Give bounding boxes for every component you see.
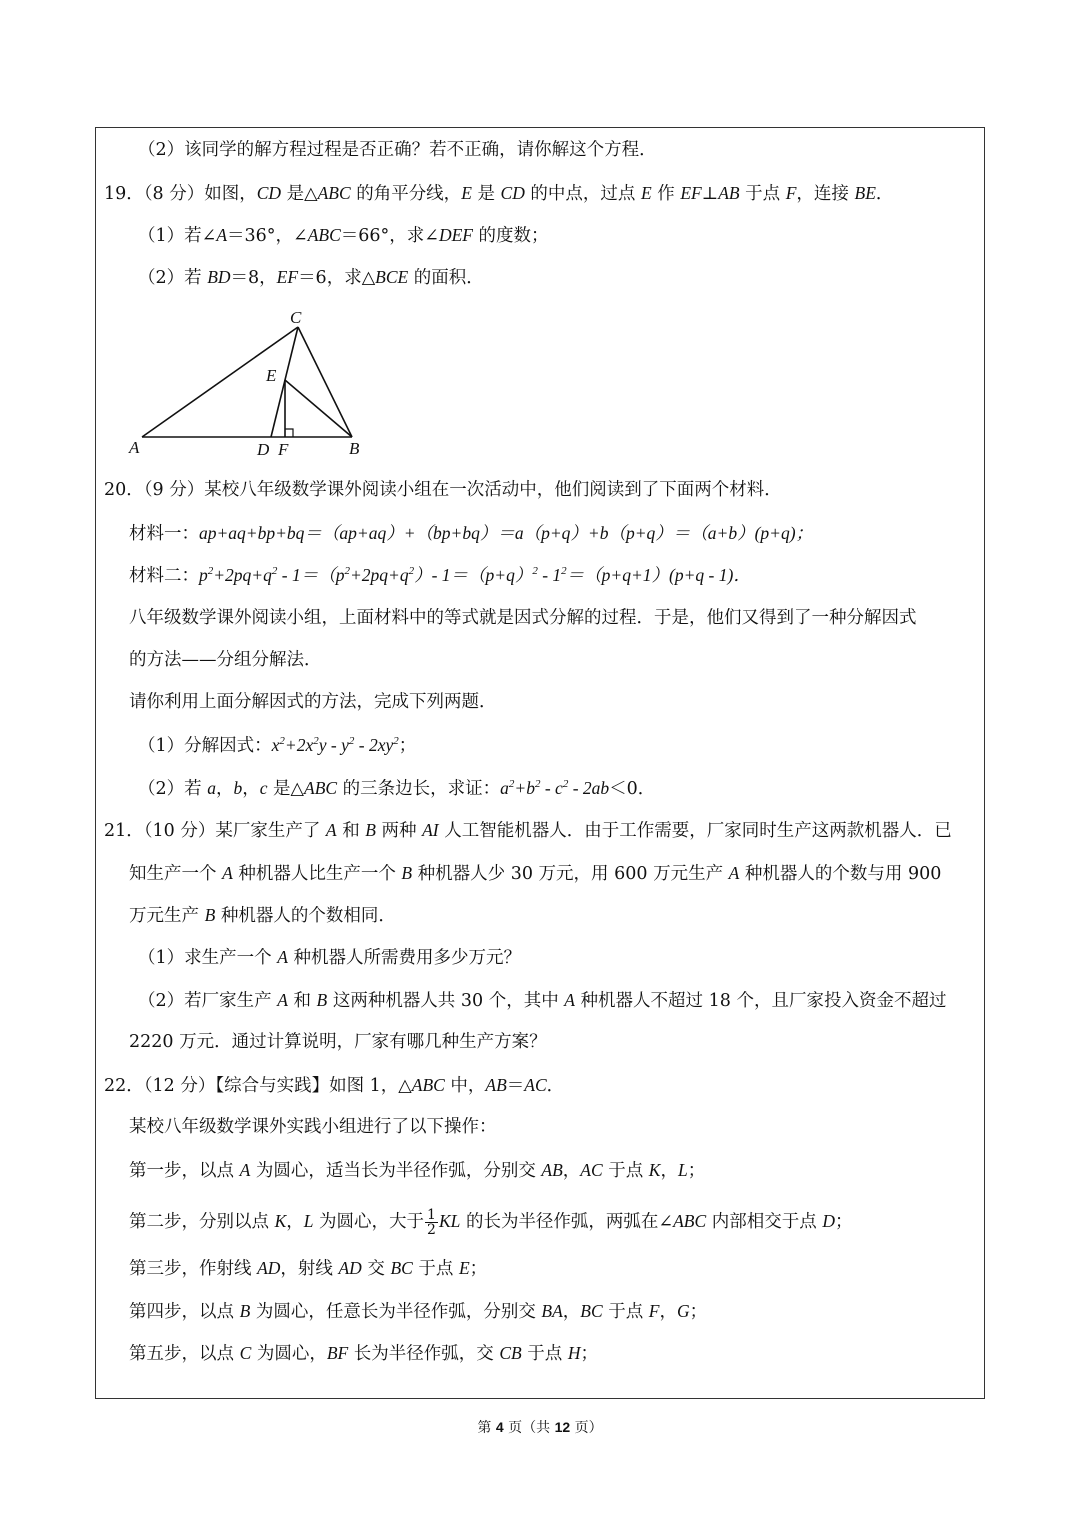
q21-part2-cont: 2220 万元．通过计算说明，厂家有哪几种生产方案？ [129,1032,547,1052]
q21-line3: 万元生产 B 种机器人的个数相同． [129,905,396,926]
q22-intro: 某校八年级数学课外实践小组进行了以下操作： [129,1117,497,1137]
q20-part2: （2）若 a，b，c 是△ABC 的三条边长，求证：$a^2+b^2 - c^2 - 2ab<0$． [138,778,656,799]
q20-heading: 20．（9 分）某校八年级数学课外阅读小组在一次活动中，他们阅读到了下面两个材料． [104,480,782,500]
q22-step1: 第一步，以点 A 为圆心，适当长为半径作弧，分别交 AB，AC 于点 K，L； [129,1160,706,1181]
q20-part1: （1）分解因式：$x^2+2x^2y - y^2 - 2xy^2$； [138,735,417,756]
triangle-figure [120,305,380,465]
q21-line2: 知生产一个 A 种机器人比生产一个 B 种机器人少 30 万元，用 600 万元生产 A 种机器人的个数与用 900 [129,863,942,884]
segment-cb [298,327,352,437]
q18-part2 [138,138,657,162]
q19-part1: （1）若∠A＝36°，∠ABC＝66°，求∠DEF 的度数； [138,225,549,246]
label-c: C [290,308,302,327]
label-b: B [349,439,360,458]
q22-step4: 第四步，以点 B 为圆心，任意长为半径作弧，分别交 BA，BC 于点 F，G； [129,1301,708,1322]
q22-step5: 第五步，以点 C 为圆心，BF 长为半径作弧，交 CB 于点 H； [129,1343,598,1364]
page-footer: 第 4 页（共 12 页） [477,1419,603,1436]
q22-heading: 22．（12 分）【综合与实践】如图 1，△ABC 中，AB＝AC． [104,1075,565,1096]
q21-part1: （1）求生产一个 A 种机器人所需费用多少万元？ [138,947,521,968]
q21-part2: （2）若厂家生产 A 和 B 这两种机器人共 30 个，其中 A 种机器人不超过 18 个，且厂家投入资金不超过 [138,990,947,1011]
q20-material2: 材料二：$p^2+2pq+q^2 - 1=(p^2+2pq+q^2)-$ $1=(p+q)^2 - 1^2=(p+q+1)(p+q - 1)$． [129,565,751,586]
q20-paragraph-3: 请你利用上面分解因式的方法，完成下列两题． [129,692,497,712]
q18-part2-text: （2）该同学的解方程过程是否正确？若不正确，请你解这个方程． [138,140,657,160]
q20-paragraph-1: 八年级数学课外阅读小组，上面材料中的等式就是因式分解的过程．于是，他们又得到了一种分解因式 [129,608,917,628]
q20-material1: 材料一：ap+aq+bp+bq＝（ap+aq）+（bp+bq）＝a（p+q）+b（p+q）＝（a+b）(p+q)； [129,523,814,544]
q20-paragraph-2: 的方法——分组分解法． [129,650,322,670]
page-total: 12 [554,1419,571,1435]
segment-eb [285,380,352,437]
label-f: F [278,440,289,459]
label-a: A [129,438,140,457]
q19-part2: （2）若 BD＝8，EF＝6，求△BCE 的面积． [138,267,484,288]
q22-step3: 第三步，作射线 AD，射线 AD 交 BC 于点 E； [129,1258,488,1279]
label-d: D [257,440,270,459]
right-angle-mark [285,429,293,437]
label-e: E [266,366,277,385]
q22-step2: 第二步，分别以点 K，L 为圆心，大于 $\frac{1}{2}$ KL 的长为半径作弧，两弧在∠ABC 内部相交于点 D； [129,1207,853,1238]
fraction-one-half: $\frac{1}{2}$ [427,1207,436,1238]
q21-line1: 21．（10 分）某厂家生产了 A 和 B 两种 AI 人工智能机器人．由于工作需要，厂家同时生产这两款机器人．已 [104,820,952,841]
page-number: 4 [495,1419,504,1435]
q19-heading: 19．（8 分）如图，CD 是△ABC 的角平分线，E 是 CD 的中点，过点 E 作 EF⊥AB 于点 F，连接 BE． [104,183,894,204]
